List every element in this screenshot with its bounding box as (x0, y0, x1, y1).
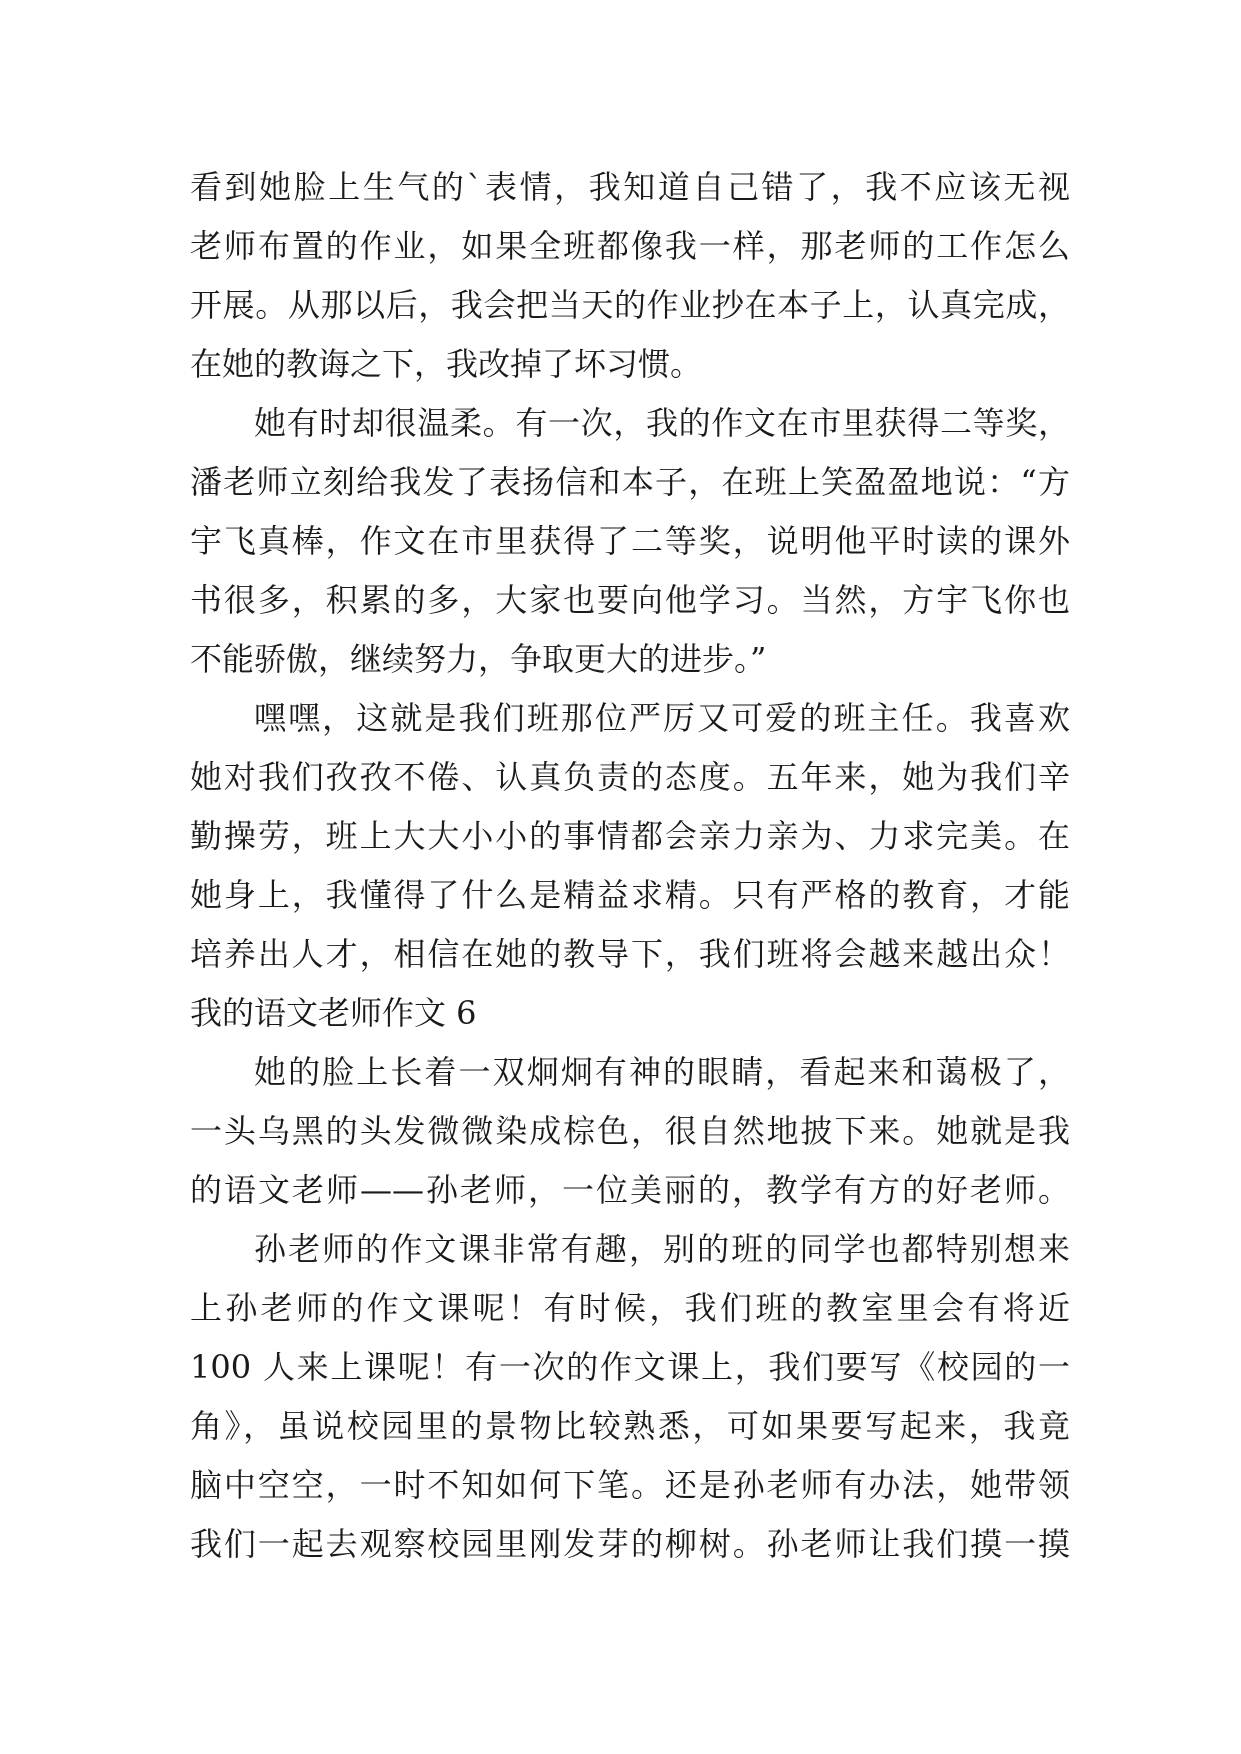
text-line: 100 人来上课呢！有一次的作文课上，我们要写《校园的一 (190, 1348, 1070, 1386)
paragraph (190, 1220, 1070, 1574)
paragraph (190, 689, 1070, 984)
text-line: 脑中空空，一时不知如何下笔。还是孙老师有办法，她带领 (190, 1466, 1070, 1504)
paragraph (190, 158, 1070, 394)
text-line: 在她的教诲之下，我改掉了坏习惯。 (190, 345, 703, 383)
text-line: 不能骄傲，继续努力，争取更大的进步。” (190, 640, 767, 678)
text-line: 一头乌黑的头发微微染成棕色，很自然地披下来。她就是我 (190, 1112, 1070, 1150)
text-line: 潘老师立刻给我发了表扬信和本子，在班上笑盈盈地说：“方 (190, 463, 1070, 501)
text-line: 宇飞真棒，作文在市里获得了二等奖，说明他平时读的课外 (190, 522, 1070, 560)
paragraph (190, 1043, 1070, 1220)
text-line: 培养出人才，相信在她的教导下，我们班将会越来越出众！ (190, 935, 1070, 973)
text-line: 嘿嘿，这就是我们班那位严厉又可爱的班主任。我喜欢 (254, 699, 1070, 737)
heading-line: 我的语文老师作文 6 (190, 994, 477, 1032)
text-line: 上孙老师的作文课呢！有时候，我们班的教室里会有将近 (190, 1289, 1070, 1327)
text-line: 角》，虽说校园里的景物比较熟悉，可如果要写起来，我竟 (190, 1407, 1070, 1445)
text-line: 她身上，我懂得了什么是精益求精。只有严格的教育，才能 (190, 876, 1070, 914)
text-line: 的语文老师——孙老师，一位美丽的，教学有方的好老师。 (190, 1171, 1070, 1209)
text-line: 书很多，积累的多，大家也要向他学习。当然，方宇飞你也 (190, 581, 1070, 619)
text-line: 孙老师的作文课非常有趣，别的班的同学也都特别想来 (254, 1230, 1070, 1268)
text-line: 她的脸上长着一双炯炯有神的眼睛，看起来和蔼极了， (254, 1053, 1070, 1091)
document-body (190, 158, 1070, 1574)
text-line: 我们一起去观察校园里刚发芽的柳树。孙老师让我们摸一摸 (190, 1525, 1070, 1563)
text-line: 看到她脸上生气的`表情，我知道自己错了，我不应该无视 (190, 168, 1070, 206)
text-line: 她对我们孜孜不倦、认真负责的态度。五年来，她为我们辛 (190, 758, 1070, 796)
text-line: 勤操劳，班上大大小小的事情都会亲力亲为、力求完美。在 (190, 817, 1070, 855)
section-heading (190, 984, 1070, 1043)
text-line: 开展。从那以后，我会把当天的作业抄在本子上，认真完成， (190, 286, 1070, 324)
text-line: 她有时却很温柔。有一次，我的作文在市里获得二等奖， (254, 404, 1070, 442)
paragraph (190, 394, 1070, 689)
text-line: 老师布置的作业，如果全班都像我一样，那老师的工作怎么 (190, 227, 1070, 265)
